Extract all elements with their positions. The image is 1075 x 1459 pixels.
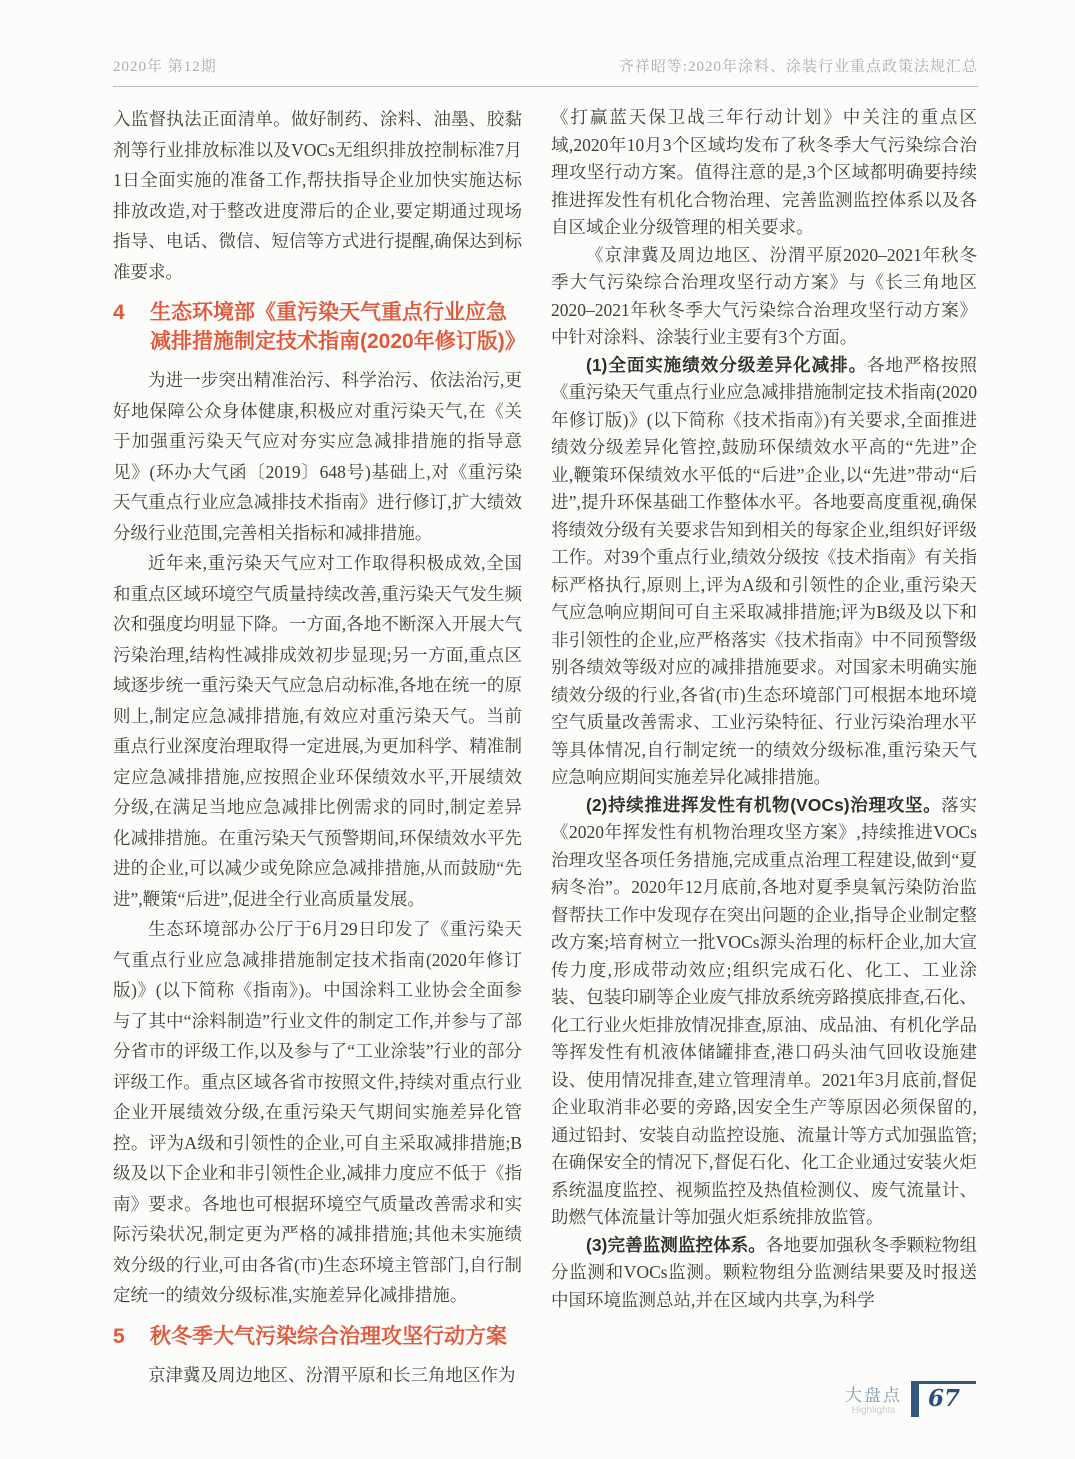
section-title: 秋冬季大气污染综合治理攻坚行动方案 xyxy=(150,1324,507,1348)
paragraph: 京津冀及周边地区、汾渭平原和长三角地区作为 xyxy=(148,1364,516,1385)
page-number-bracket xyxy=(911,1381,976,1417)
running-head xyxy=(113,55,978,76)
paragraph-continued: 入监督执法正面清单。做好制药、涂料、油墨、胶黏剂等行业排放标准以及VOCs无组织排放控制标准7月1日全面实施的准备工作,帮扶指导企业加快实施达标排放改造,对于整改进度滞后的企业,要定期通过现场指导、电话、微信、短信等方式进行提醒,确保达到标准要求。 xyxy=(113,109,522,282)
left-column xyxy=(113,104,526,1390)
section-5-heading xyxy=(113,1322,522,1351)
item-lead: (1)全面实施绩效分级差异化减排。 xyxy=(586,354,868,375)
paragraph: 为进一步突出精准治污、科学治污、依法治污,更好地保障公众身体健康,积极应对重污染天气,在《关于加强重污染天气应对夯实应急减排措施的指导意见》(环办大气函〔2019〕648号)基础上,对《重污染天气重点行业应急减排技术指南》进行修订,扩大绩效分级行业范围,完善相关指标和减排措施。 xyxy=(113,370,522,543)
page-footer xyxy=(845,1381,976,1417)
header-rule xyxy=(113,86,978,87)
section-number: 5 xyxy=(113,1324,125,1348)
numbered-item-1 xyxy=(551,352,977,792)
section-title: 生态环境部《重污染天气重点行业应急减排措施制定技术指南(2020年修订版)》 xyxy=(150,301,526,353)
paragraph: 近年来,重污染天气应对工作取得积极成效,全国和重点区域环境空气质量持续改善,重污染天气发生频次和强度均明显下降。一方面,各地不断深入开展大气污染治理,结构性减排成效初步显现;另一方面,重点区域逐步统一重污染天气应急启动标准,各地在统一的原则上,制定应急减排措施,有效应对重污染天气。当前重点行业深度治理取得一定进展,为更加科学、精准制定应急减排措施,应按照企业环保绩效水平,开展绩效分级,在满足当地应急减排比例需求的同时,制定差异化减排措施。在重污染天气预警期间,环保绩效水平先进的企业,可以减少或免除应急减排措施,从而鼓励“先进”,鞭策“后进”,促进全行业高质量发展。 xyxy=(113,553,522,909)
numbered-item-2 xyxy=(551,792,977,1232)
section-4-heading xyxy=(113,298,526,356)
paragraph: 生态环境部办公厅于6月29日印发了《重污染天气重点行业应急减排措施制定技术指南(2020年修订版)》(以下简称《指南》)。中国涂料工业协会全面参与了其中“涂料制造”行业文件的制定工作,并参与了部分省市的评级工作,以及参与了“工业涂装”行业的部分评级工作。重点区域各省市按照文件,持续对重点行业企业开展绩效分级,在重污染天气期间实施差异化管控。评为A级和引领性的企业,可自主采取减排措施;B级及以下企业和非引领性企业,减排力度应不低于《指南》要求。各地也可根据环境空气质量改善需求和实际污染状况,制定更为严格的减排措施;其他未实施绩效分级的行业,可由各省(市)生态环境主管部门,自行制定统一的绩效分级标准,实施差异化减排措施。 xyxy=(113,919,522,1305)
item-body: 各地严格按照《重污染天气重点行业应急减排措施制定技术指南(2020年修订版)》(以下简称《技术指南》)有关要求,全面推进绩效分级差异化管控,鼓励环保绩效水平高的“先进”企业,鞭策环保绩效水平低的“后进”企业,以“先进”带动“后进”,提升环保基础工作整体水平。各地要高度重视,确保将绩效分级有关要求告知到相关的每家企业,组织好评级工作。对39个重点行业,绩效分级按《技术指南》有关指标严格执行,原则上,评为A级和引领性的企业,重污染天气应急响应期间可自主采取减排措施;评为B级及以下和非引领性的企业,应严格落实《技术指南》中不同预警级别各绩效等级对应的减排措施要求。对国家未明确实施绩效分级的行业,各省(市)生态环境部门可根据本地环境空气质量改善需求、工业污染特征、行业污染治理水平等具体情况,自行制定统一的绩效分级标准,重污染天气应急响应期间实施差异化减排措施。 xyxy=(551,354,978,787)
column-badge-en: Highlights xyxy=(851,1405,896,1416)
paragraph-continued: 《打赢蓝天保卫战三年行动计划》中关注的重点区域,2020年10月3个区域均发布了秋冬季大气污染综合治理攻坚行动方案。值得注意的是,3个区域都明确要持续推进挥发性有机化合物治理、完善监测监控体系以及各自区域企业分级管理的相关要求。 xyxy=(551,107,977,237)
right-column xyxy=(551,104,977,1314)
column-badge-cn: 大盘点 xyxy=(844,1386,902,1405)
running-title: 齐祥昭等:2020年涂料、涂装行业重点政策法规汇总 xyxy=(618,59,978,75)
item-lead: (2)持续推进挥发性有机物(VOCs)治理攻坚。 xyxy=(586,794,942,815)
item-lead: (3)完善监测监控体系。 xyxy=(586,1234,766,1255)
page-number: 67 xyxy=(927,1385,960,1412)
item-body: 落实《2020年挥发性有机物治理攻坚方案》,持续推进VOCs治理攻坚各项任务措施,完成重点治理工程建设,做到“夏病冬治”。2020年12月底前,各地对夏季臭氧污染防治监督帮扶工作中发现存在突出问题的企业,指导企业制定整改方案;培育树立一批VOCs源头治理的标杆企业,加大宣传力度,形成带动效应;组织完成石化、化工、工业涂装、包装印刷等企业废气排放系统旁路摸底排查,石化、化工行业火炬排放情况排查,原油、成品油、有机化学品等挥发性有机液体储罐排查,港口码头油气回收设施建设、使用情况排查,建立管理清单。2021年3月底前,督促企业取消非必要的旁路,因安全生产等原因必须保留的,通过铅封、安装自动监控设施、流量计等方式加强监管;在确保安全的情况下,督促石化、化工企业通过安装火炬系统温度监控、视频监控及热值检测仪、废气流量计、助燃气体流量计等加强火炬系统排放监管。 xyxy=(551,794,978,1227)
section-number: 4 xyxy=(113,301,125,324)
item-body: 各地要加强秋冬季颗粒物组分监测和VOCs监测。颗粒物组分监测结果要及时报送中国环境监测总站,并在区域内共享,为科学 xyxy=(551,1234,978,1310)
column-badge xyxy=(845,1387,902,1417)
paragraph: 《京津冀及周边地区、汾渭平原2020–2021年秋冬季大气污染综合治理攻坚行动方案》与《长三角地区2020–2021年秋冬季大气污染综合治理攻坚行动方案》中针对涂料、涂装行业主要有3个方面。 xyxy=(551,244,977,347)
issue-info: 2020年 第12期 xyxy=(113,59,217,75)
numbered-item-3 xyxy=(551,1232,977,1315)
